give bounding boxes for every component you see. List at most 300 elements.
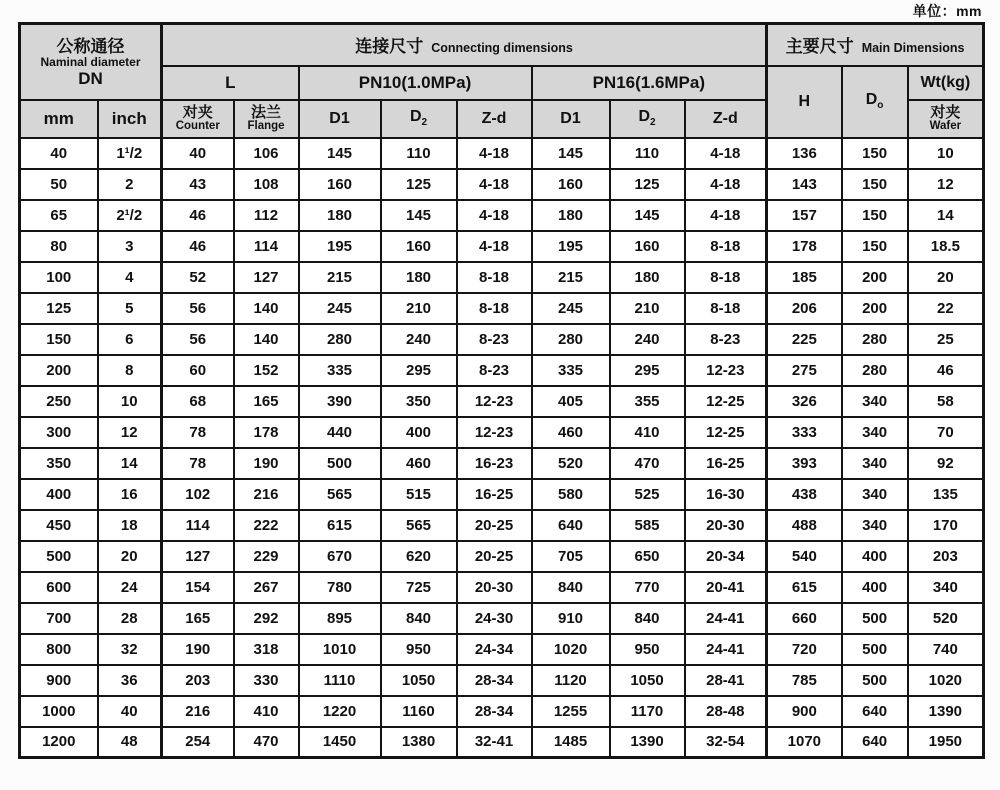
table-cell: 40	[98, 696, 162, 727]
main-dimensions-en: Main Dimensions	[861, 41, 965, 56]
table-cell: 165	[234, 386, 299, 417]
header-pn10-zd: Z-d	[457, 100, 532, 138]
table-cell: 160	[532, 169, 610, 200]
table-cell: 22	[908, 293, 984, 324]
table-cell: 160	[299, 169, 381, 200]
table-row	[20, 355, 984, 386]
table-cell: 114	[162, 510, 234, 541]
table-cell: 195	[532, 231, 610, 262]
table-cell: 640	[842, 696, 908, 727]
connecting-en: Connecting dimensions	[431, 41, 573, 56]
table-cell: 110	[381, 138, 457, 169]
table-row	[20, 448, 984, 479]
table-cell: 16-25	[685, 448, 767, 479]
nominal-diameter-en: Naminal diameter	[40, 55, 141, 70]
table-cell: 340	[842, 417, 908, 448]
table-body	[20, 138, 984, 758]
table-cell: 335	[299, 355, 381, 386]
table-cell: 8-23	[457, 355, 532, 386]
table-cell: 515	[381, 479, 457, 510]
table-cell: 140	[234, 293, 299, 324]
table-cell: 1380	[381, 727, 457, 758]
table-cell: 8-23	[685, 324, 767, 355]
table-row	[20, 572, 984, 603]
table-cell: 245	[299, 293, 381, 324]
table-cell: 70	[908, 417, 984, 448]
table-cell: 143	[767, 169, 842, 200]
table-cell: 16-30	[685, 479, 767, 510]
table-cell: 330	[234, 665, 299, 696]
table-cell: 4-18	[457, 231, 532, 262]
header-inch: inch	[98, 100, 162, 138]
table-cell: 200	[842, 293, 908, 324]
table-cell: 440	[299, 417, 381, 448]
table-cell: 520	[908, 603, 984, 634]
table-cell: 127	[234, 262, 299, 293]
table-cell: 1390	[610, 727, 685, 758]
header-nominal-diameter	[20, 24, 162, 100]
table-cell: 1950	[908, 727, 984, 758]
table-cell: 840	[610, 603, 685, 634]
header-pn16-d1: D1	[532, 100, 610, 138]
table-cell: 210	[610, 293, 685, 324]
table-cell: 350	[20, 448, 98, 479]
table-cell: 20-30	[457, 572, 532, 603]
table-cell: 318	[234, 634, 299, 665]
header-l: L	[162, 66, 299, 100]
table-cell: 58	[908, 386, 984, 417]
table-cell: 150	[842, 200, 908, 231]
table-cell: 180	[610, 262, 685, 293]
table-cell: 585	[610, 510, 685, 541]
table-cell: 565	[381, 510, 457, 541]
table-cell: 135	[908, 479, 984, 510]
header-row-1	[20, 24, 984, 66]
table-cell: 178	[234, 417, 299, 448]
header-connecting-dimensions	[162, 24, 767, 66]
table-cell: 150	[842, 138, 908, 169]
table-cell: 500	[842, 665, 908, 696]
table-cell: 4-18	[457, 169, 532, 200]
table-cell: 46	[162, 231, 234, 262]
table-cell: 2¹/2	[98, 200, 162, 231]
d0-subscript: o	[877, 100, 884, 112]
d2-subscript: 2	[421, 117, 428, 129]
table-cell: 1010	[299, 634, 381, 665]
table-cell: 470	[234, 727, 299, 758]
table-cell: 25	[908, 324, 984, 355]
table-cell: 32-41	[457, 727, 532, 758]
d0-symbol: D	[865, 91, 878, 109]
table-cell: 650	[610, 541, 685, 572]
table-cell: 565	[299, 479, 381, 510]
table-cell: 140	[234, 324, 299, 355]
table-cell: 20-34	[685, 541, 767, 572]
table-cell: 3	[98, 231, 162, 262]
table-cell: 1220	[299, 696, 381, 727]
table-cell: 125	[610, 169, 685, 200]
table-cell: 900	[20, 665, 98, 696]
table-cell: 36	[98, 665, 162, 696]
table-row	[20, 200, 984, 231]
header-mm: mm	[20, 100, 98, 138]
table-row	[20, 417, 984, 448]
table-cell: 40	[162, 138, 234, 169]
table-cell: 18.5	[908, 231, 984, 262]
table-cell: 203	[162, 665, 234, 696]
table-cell: 14	[98, 448, 162, 479]
table-cell: 170	[908, 510, 984, 541]
table-cell: 28-34	[457, 665, 532, 696]
table-cell: 28-34	[457, 696, 532, 727]
header-d0	[842, 66, 908, 138]
table-cell: 620	[381, 541, 457, 572]
table-cell: 295	[381, 355, 457, 386]
table-cell: 400	[381, 417, 457, 448]
table-cell: 195	[299, 231, 381, 262]
table-cell: 24-30	[457, 603, 532, 634]
table-cell: 56	[162, 293, 234, 324]
table-cell: 900	[767, 696, 842, 727]
table-cell: 110	[610, 138, 685, 169]
table-cell: 267	[234, 572, 299, 603]
header-h: H	[767, 66, 842, 138]
table-cell: 32	[98, 634, 162, 665]
table-cell: 340	[842, 479, 908, 510]
table-cell: 910	[532, 603, 610, 634]
table-cell: 28	[98, 603, 162, 634]
table-cell: 78	[162, 448, 234, 479]
table-cell: 50	[20, 169, 98, 200]
table-cell: 8-23	[457, 324, 532, 355]
table-cell: 1200	[20, 727, 98, 758]
table-cell: 106	[234, 138, 299, 169]
table-cell: 78	[162, 417, 234, 448]
header-row-2	[20, 66, 984, 100]
table-cell: 40	[20, 138, 98, 169]
table-cell: 770	[610, 572, 685, 603]
table-cell: 65	[20, 200, 98, 231]
table-cell: 200	[842, 262, 908, 293]
table-cell: 1160	[381, 696, 457, 727]
table-cell: 16-25	[457, 479, 532, 510]
table-cell: 12-23	[457, 386, 532, 417]
table-cell: 470	[610, 448, 685, 479]
table-cell: 840	[381, 603, 457, 634]
table-cell: 600	[20, 572, 98, 603]
table-cell: 780	[299, 572, 381, 603]
table-cell: 1050	[381, 665, 457, 696]
table-cell: 1070	[767, 727, 842, 758]
table-cell: 180	[532, 200, 610, 231]
table-cell: 4-18	[685, 200, 767, 231]
table-cell: 46	[162, 200, 234, 231]
table-cell: 60	[162, 355, 234, 386]
table-cell: 393	[767, 448, 842, 479]
table-row	[20, 169, 984, 200]
table-cell: 705	[532, 541, 610, 572]
table-cell: 190	[162, 634, 234, 665]
table-cell: 580	[532, 479, 610, 510]
table-cell: 800	[20, 634, 98, 665]
table-cell: 1170	[610, 696, 685, 727]
table-cell: 1¹/2	[98, 138, 162, 169]
table-cell: 340	[908, 572, 984, 603]
spec-sheet	[18, 0, 982, 759]
table-cell: 14	[908, 200, 984, 231]
table-cell: 100	[20, 262, 98, 293]
table-cell: 438	[767, 479, 842, 510]
table-cell: 68	[162, 386, 234, 417]
table-cell: 102	[162, 479, 234, 510]
table-cell: 136	[767, 138, 842, 169]
table-cell: 740	[908, 634, 984, 665]
table-cell: 840	[532, 572, 610, 603]
table-cell: 20-25	[457, 510, 532, 541]
table-cell: 295	[610, 355, 685, 386]
table-cell: 1255	[532, 696, 610, 727]
table-cell: 8	[98, 355, 162, 386]
header-counter	[162, 100, 234, 138]
table-cell: 4-18	[685, 138, 767, 169]
table-cell: 222	[234, 510, 299, 541]
table-cell: 229	[234, 541, 299, 572]
table-cell: 400	[842, 572, 908, 603]
table-cell: 460	[381, 448, 457, 479]
table-cell: 1485	[532, 727, 610, 758]
table-cell: 8-18	[457, 293, 532, 324]
table-row	[20, 727, 984, 758]
wafer-en: Wafer	[929, 120, 962, 132]
table-cell: 20-30	[685, 510, 767, 541]
table-cell: 640	[532, 510, 610, 541]
table-cell: 450	[20, 510, 98, 541]
table-cell: 12	[98, 417, 162, 448]
table-cell: 18	[98, 510, 162, 541]
header-pn10-d2	[381, 100, 457, 138]
table-cell: 4-18	[457, 200, 532, 231]
table-cell: 615	[299, 510, 381, 541]
connecting-zh: 连接尺寸	[355, 37, 424, 57]
table-cell: 28-48	[685, 696, 767, 727]
table-row	[20, 541, 984, 572]
table-cell: 355	[610, 386, 685, 417]
table-cell: 150	[20, 324, 98, 355]
table-cell: 1020	[908, 665, 984, 696]
table-cell: 114	[234, 231, 299, 262]
table-cell: 488	[767, 510, 842, 541]
header-pn16-zd: Z-d	[685, 100, 767, 138]
table-cell: 292	[234, 603, 299, 634]
table-cell: 180	[299, 200, 381, 231]
table-cell: 160	[381, 231, 457, 262]
table-cell: 206	[767, 293, 842, 324]
table-cell: 240	[381, 324, 457, 355]
table-cell: 127	[162, 541, 234, 572]
table-cell: 12-25	[685, 417, 767, 448]
table-cell: 5	[98, 293, 162, 324]
table-cell: 16	[98, 479, 162, 510]
table-cell: 20	[98, 541, 162, 572]
table-cell: 615	[767, 572, 842, 603]
table-cell: 280	[532, 324, 610, 355]
header-pn10: PN10(1.0MPa)	[299, 66, 532, 100]
table-row	[20, 479, 984, 510]
table-cell: 254	[162, 727, 234, 758]
header-pn16: PN16(1.6MPa)	[532, 66, 767, 100]
table-cell: 20-41	[685, 572, 767, 603]
table-cell: 145	[532, 138, 610, 169]
table-cell: 335	[532, 355, 610, 386]
table-cell: 245	[532, 293, 610, 324]
d2-symbol: D	[409, 108, 422, 126]
table-cell: 20	[908, 262, 984, 293]
table-cell: 28-41	[685, 665, 767, 696]
flange-en: Flange	[247, 120, 285, 132]
table-cell: 660	[767, 603, 842, 634]
table-cell: 203	[908, 541, 984, 572]
table-cell: 720	[767, 634, 842, 665]
table-cell: 48	[98, 727, 162, 758]
table-cell: 350	[381, 386, 457, 417]
dimension-table	[18, 22, 985, 759]
table-cell: 92	[908, 448, 984, 479]
table-cell: 225	[767, 324, 842, 355]
table-cell: 250	[20, 386, 98, 417]
table-cell: 280	[842, 324, 908, 355]
table-cell: 8-18	[685, 262, 767, 293]
table-cell: 340	[842, 448, 908, 479]
table-cell: 165	[162, 603, 234, 634]
table-cell: 12	[908, 169, 984, 200]
table-cell: 1000	[20, 696, 98, 727]
table-cell: 725	[381, 572, 457, 603]
header-flange	[234, 100, 299, 138]
table-row	[20, 634, 984, 665]
table-cell: 10	[908, 138, 984, 169]
table-cell: 280	[299, 324, 381, 355]
table-cell: 1020	[532, 634, 610, 665]
table-cell: 46	[908, 355, 984, 386]
table-cell: 4-18	[685, 169, 767, 200]
table-cell: 4-18	[457, 138, 532, 169]
unit-note: 单位：mm	[912, 3, 982, 19]
header-main-dimensions	[767, 24, 984, 66]
counter-zh: 对夹	[182, 104, 213, 121]
table-cell: 895	[299, 603, 381, 634]
table-cell: 275	[767, 355, 842, 386]
table-cell: 500	[842, 603, 908, 634]
table-row	[20, 603, 984, 634]
table-cell: 326	[767, 386, 842, 417]
table-cell: 8-18	[685, 231, 767, 262]
table-cell: 405	[532, 386, 610, 417]
table-cell: 12-23	[457, 417, 532, 448]
table-cell: 340	[842, 386, 908, 417]
wafer-zh: 对夹	[930, 104, 961, 121]
table-cell: 160	[610, 231, 685, 262]
header-wafer	[908, 100, 984, 138]
flange-zh: 法兰	[251, 104, 282, 121]
table-cell: 178	[767, 231, 842, 262]
table-cell: 500	[299, 448, 381, 479]
table-cell: 1390	[908, 696, 984, 727]
table-cell: 700	[20, 603, 98, 634]
d2-symbol: D	[638, 108, 651, 126]
table-cell: 24	[98, 572, 162, 603]
header-wt: Wt(kg)	[908, 66, 984, 100]
table-cell: 1120	[532, 665, 610, 696]
table-cell: 8-18	[685, 293, 767, 324]
main-dimensions-zh: 主要尺寸	[785, 37, 854, 57]
table-cell: 216	[234, 479, 299, 510]
table-cell: 333	[767, 417, 842, 448]
table-cell: 390	[299, 386, 381, 417]
table-cell: 400	[20, 479, 98, 510]
table-cell: 460	[532, 417, 610, 448]
table-cell: 24-34	[457, 634, 532, 665]
table-cell: 157	[767, 200, 842, 231]
table-cell: 640	[842, 727, 908, 758]
table-cell: 340	[842, 510, 908, 541]
table-cell: 540	[767, 541, 842, 572]
table-cell: 500	[20, 541, 98, 572]
table-cell: 108	[234, 169, 299, 200]
table-cell: 670	[299, 541, 381, 572]
table-cell: 150	[842, 231, 908, 262]
table-row	[20, 386, 984, 417]
table-cell: 24-41	[685, 603, 767, 634]
table-cell: 145	[610, 200, 685, 231]
table-cell: 200	[20, 355, 98, 386]
table-row	[20, 665, 984, 696]
table-cell: 145	[299, 138, 381, 169]
table-cell: 152	[234, 355, 299, 386]
table-cell: 1110	[299, 665, 381, 696]
table-cell: 210	[381, 293, 457, 324]
table-cell: 525	[610, 479, 685, 510]
table-cell: 215	[532, 262, 610, 293]
table-cell: 43	[162, 169, 234, 200]
table-cell: 24-41	[685, 634, 767, 665]
table-cell: 300	[20, 417, 98, 448]
table-cell: 12-23	[685, 355, 767, 386]
table-cell: 154	[162, 572, 234, 603]
table-row	[20, 293, 984, 324]
table-cell: 32-54	[685, 727, 767, 758]
table-cell: 500	[842, 634, 908, 665]
table-row	[20, 324, 984, 355]
table-row	[20, 231, 984, 262]
table-cell: 10	[98, 386, 162, 417]
d2-subscript: 2	[650, 117, 656, 129]
table-cell: 280	[842, 355, 908, 386]
table-cell: 12-25	[685, 386, 767, 417]
table-cell: 785	[767, 665, 842, 696]
table-cell: 410	[234, 696, 299, 727]
table-cell: 180	[381, 262, 457, 293]
table-cell: 520	[532, 448, 610, 479]
table-cell: 215	[299, 262, 381, 293]
table-cell: 950	[381, 634, 457, 665]
table-cell: 410	[610, 417, 685, 448]
table-row	[20, 696, 984, 727]
table-cell: 56	[162, 324, 234, 355]
header-pn16-d2	[610, 100, 685, 138]
table-cell: 52	[162, 262, 234, 293]
table-cell: 125	[20, 293, 98, 324]
table-cell: 950	[610, 634, 685, 665]
